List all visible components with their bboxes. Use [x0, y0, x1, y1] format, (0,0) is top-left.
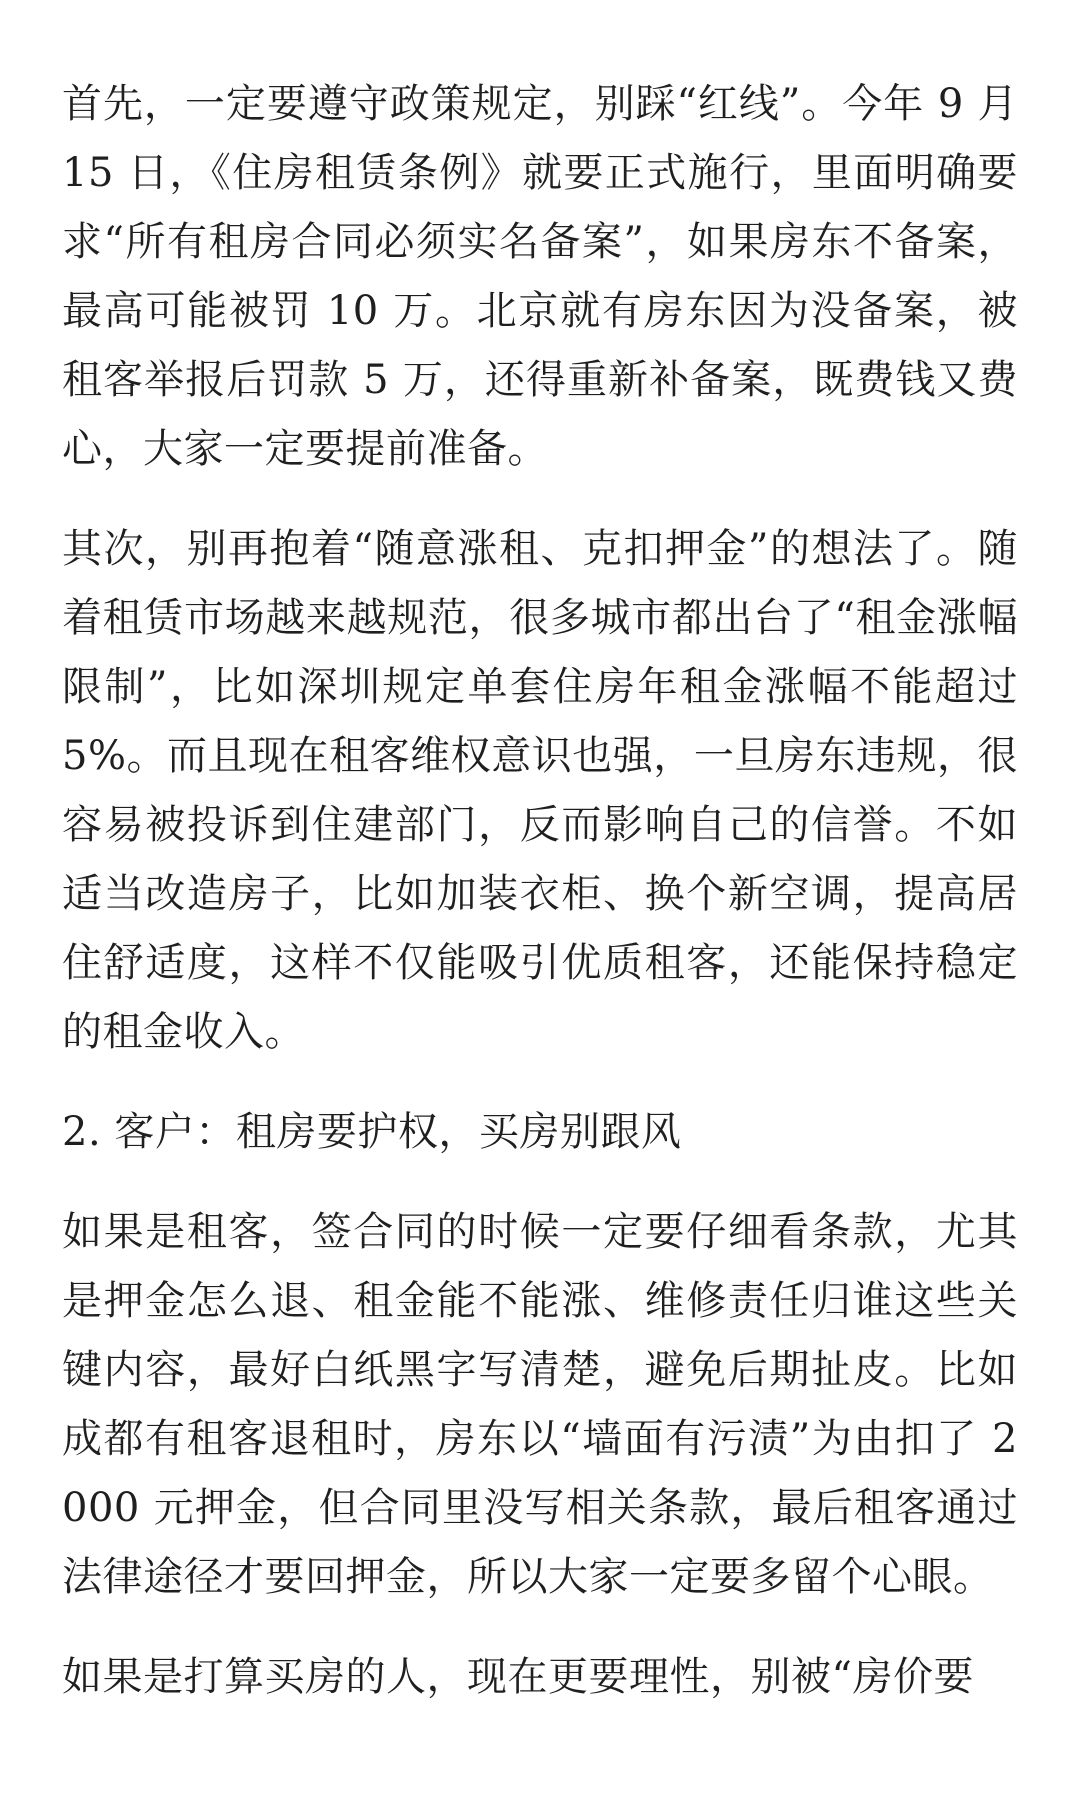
paragraph-home-buyer-advice: 如果是打算买房的人，现在更要理性，别被“房价要 — [62, 1654, 974, 1700]
paragraph-rent-increase-limits: 其次，别再抱着“随意涨租、克扣押金”的想法了。随着租赁市场越来越规范，很多城市都出台了“租金涨幅限制”，比如深圳规定单套住房年租金涨幅不能超过 5%。而且现在租客维权意识也强，一旦房东违规，很容易被投诉到住建部门，反而影响自己的信誉。不如适当改造房子，比如加装衣柜、换个新空调，提高居住舒适度，这样不仅能吸引优质租客，还能保持稳定的租金收入。 — [62, 526, 1018, 1055]
paragraph-tenant-contract-advice: 如果是租客，签合同的时候一定要仔细看条款，尤其是押金怎么退、租金能不能涨、维修责任归谁这些关键内容，最好白纸黑字写清楚，避免后期扯皮。比如成都有租客退租时，房东以“墙面有污渍”为由扣了 2000 元押金，但合同里没写相关条款，最后租客通过法律途径才要回押金，所以大家一定要多留个心眼。 — [62, 1209, 1018, 1600]
section-heading-clients: 2. 客户：租房要护权，买房别跟风 — [62, 1109, 682, 1155]
paragraph-policy-compliance: 首先，一定要遵守政策规定，别踩“红线”。今年 9 月 15 日，《住房租赁条例》就要正式施行，里面明确要求“所有租房合同必须实名备案”，如果房东不备案，最高可能被罚 10 万。北京就有房东因为没备案，被租客举报后罚款 5 万，还得重新补备案，既费钱又费心，大家一定要提前准备。 — [62, 81, 1018, 472]
